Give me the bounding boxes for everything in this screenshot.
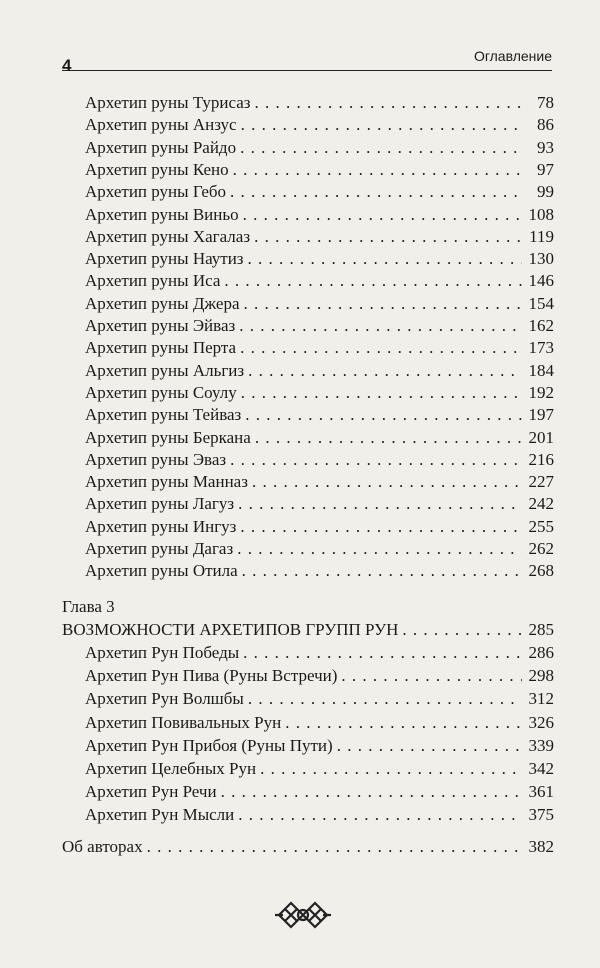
toc-entry-title: Архетип Рун Прибоя (Руны Пути) [85, 735, 333, 755]
leader-dots [238, 804, 522, 826]
leader-dots [242, 560, 522, 582]
toc-entry [85, 781, 554, 803]
leader-dots [337, 735, 522, 757]
toc-entry-title: Архетип руны Беркана [85, 427, 251, 447]
toc-entry [85, 493, 554, 515]
toc-entry-title: Архетип руны Наутиз [85, 249, 244, 269]
toc-entry-title: Архетип Рун Победы [85, 643, 240, 662]
toc-entry [85, 427, 554, 449]
toc-entry-page: 342 [528, 759, 554, 778]
toc-entry [85, 642, 554, 664]
about-authors-label: Об авторах [62, 837, 143, 856]
toc-entry-title: Архетип Рун Пива (Руны Встречи) [85, 666, 338, 686]
leader-dots [238, 493, 522, 515]
toc-entry [85, 404, 554, 426]
about-authors-page: 382 [528, 837, 554, 856]
toc-entry [85, 449, 554, 471]
toc-entry [85, 204, 554, 226]
toc-entry-title: Архетип руны Анзус [85, 115, 237, 135]
leader-dots [241, 382, 522, 404]
leader-dots [245, 404, 522, 426]
leader-dots [285, 712, 522, 734]
toc-entry-page: 146 [528, 271, 554, 291]
toc-entry [85, 114, 554, 136]
toc-entry-title: Архетип руны Эваз [85, 449, 227, 469]
toc-entry-title: Архетип руны Ингуз [85, 516, 237, 536]
toc-entry [85, 92, 554, 114]
toc-entry-title: Архетип руны Альгиз [85, 360, 245, 380]
toc-entry-page: 97 [537, 159, 554, 179]
toc-entry [85, 560, 554, 582]
leader-dots [254, 92, 522, 114]
toc-entry-title: Архетип Повивальных Рун [85, 712, 282, 732]
toc-entry-page: 361 [528, 782, 554, 802]
leader-dots [244, 293, 522, 315]
toc-entry-page: 119 [529, 226, 554, 246]
leader-dots [248, 688, 522, 710]
toc-entry-title: Архетип руны Перта [85, 338, 237, 358]
toc-entry-title: Архетип руны Турисаз [85, 93, 251, 112]
toc-entry-title: Архетип руны Дагаз [85, 539, 234, 558]
toc-entry-page: 375 [528, 805, 554, 825]
toc-entry-page: 201 [528, 427, 554, 447]
toc-entry-page: 78 [537, 93, 554, 112]
leader-dots [260, 758, 522, 780]
toc-entry-title: Архетип Рун Речи [85, 782, 217, 802]
leader-dots [240, 337, 522, 359]
leader-dots [224, 270, 522, 292]
toc-entry [85, 248, 554, 270]
toc-entry [85, 382, 554, 404]
toc-entry-title: Архетип руны Джера [85, 293, 240, 313]
running-title: Оглавление [473, 48, 552, 64]
toc-entry-title: Архетип руны Манназ [85, 472, 248, 492]
toc-entry-page: 339 [528, 735, 554, 755]
toc-entry [85, 159, 554, 181]
toc-entry-page: 93 [537, 137, 554, 157]
toc-entry [85, 293, 554, 315]
chapter-3-page: 285 [528, 620, 554, 639]
toc-entry-page: 312 [528, 689, 554, 709]
leader-dots [254, 226, 522, 248]
toc-entry-page: 216 [528, 449, 554, 469]
leader-dots [248, 248, 522, 270]
leader-dots [240, 516, 522, 538]
toc-entry-page: 197 [528, 405, 554, 425]
page-header [62, 38, 552, 75]
toc-entry [85, 712, 554, 734]
leader-dots [230, 181, 522, 203]
toc-entry-page: 154 [528, 293, 554, 313]
toc-entry-title: Архетип руны Гебо [85, 182, 227, 202]
toc-entry [85, 137, 554, 159]
toc-entry-page: 326 [528, 712, 554, 732]
toc-entry [85, 315, 554, 337]
leader-dots [255, 427, 522, 449]
about-authors-entry [62, 836, 554, 858]
toc-entry-page: 184 [528, 360, 554, 380]
chapter-3-title: ВОЗМОЖНОСТИ АРХЕТИПОВ ГРУПП РУН [62, 620, 399, 639]
toc-entry [85, 758, 554, 780]
leader-dots [239, 315, 522, 337]
leader-dots [248, 360, 522, 382]
toc-entry-page: 192 [528, 382, 554, 402]
toc-entry-page: 86 [537, 115, 554, 135]
toc-entry [85, 735, 554, 757]
chapter-3-label: Глава 3 [62, 597, 115, 616]
leader-dots [252, 471, 522, 493]
toc-entry [85, 471, 554, 493]
toc-entry-page: 99 [537, 182, 554, 202]
toc-entry-page: 173 [528, 338, 554, 358]
celtic-knot-icon [273, 895, 333, 935]
page-number: 4 [62, 56, 72, 75]
toc-entry-page: 298 [528, 666, 554, 686]
toc-entry-title: Архетип руны Тейваз [85, 405, 242, 425]
toc-entry-title: Архетип руны Отила [85, 561, 238, 581]
toc-entry-title: Архетип руны Кено [85, 159, 229, 179]
toc-entry-title: Архетип Целебных Рун [85, 759, 257, 778]
toc-entry-page: 268 [528, 561, 554, 581]
leader-dots [240, 137, 522, 159]
toc-entry-page: 108 [528, 204, 554, 224]
toc-entry-title: Архетип Рун Мысли [85, 805, 235, 825]
toc-entry-title: Архетип руны Эйваз [85, 316, 236, 335]
toc-entry-title: Архетип Рун Волшбы [85, 689, 244, 709]
leader-dots [221, 781, 522, 803]
toc-entry-title: Архетип руны Виньо [85, 204, 239, 224]
leader-dots [233, 159, 522, 181]
leader-dots [147, 836, 522, 858]
toc-entry [85, 516, 554, 538]
toc-entry-page: 262 [528, 539, 554, 558]
toc-entry [85, 360, 554, 382]
leader-dots [243, 204, 522, 226]
leader-dots [241, 114, 522, 136]
toc-entry [85, 270, 554, 292]
toc-entry-title: Архетип руны Соулу [85, 382, 237, 402]
toc-entry-page: 242 [528, 494, 554, 514]
leader-dots [237, 538, 522, 560]
toc-entry-page: 227 [528, 472, 554, 492]
toc-entry [85, 804, 554, 826]
toc-entry-title: Архетип руны Иса [85, 271, 221, 291]
toc-entry [85, 688, 554, 710]
toc-entry [85, 665, 554, 687]
toc-entry-page: 162 [528, 316, 554, 335]
leader-dots [402, 619, 522, 641]
toc-entry-page: 286 [528, 643, 554, 662]
toc-entry-title: Архетип руны Хагалаз [85, 226, 251, 246]
toc-entry [85, 538, 554, 560]
leader-dots [230, 449, 522, 471]
leader-dots [243, 642, 522, 664]
toc-entry-page: 130 [528, 249, 554, 269]
toc-entry [85, 337, 554, 359]
toc-entry [85, 181, 554, 203]
leader-dots [341, 665, 522, 687]
toc-entry-page: 255 [528, 516, 554, 536]
toc-entry-title: Архетип руны Лагуз [85, 494, 235, 514]
chapter-3-title-entry [62, 619, 554, 641]
toc-entry [85, 226, 554, 248]
toc-entry-title: Архетип руны Райдо [85, 137, 237, 157]
